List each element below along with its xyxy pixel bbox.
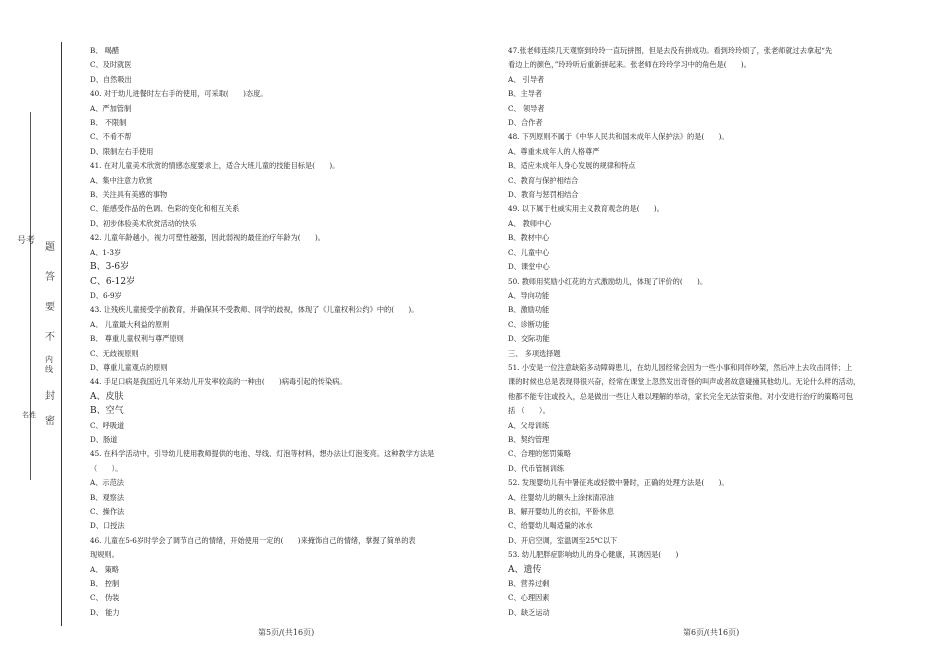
text-line: C、儿童中心 [508, 247, 550, 257]
text-line: A、皮肤 [90, 391, 124, 402]
text-line: C、 领导者 [508, 103, 545, 113]
text-line: B、 尊重儿童权利与尊严原则 [90, 334, 184, 344]
text-line: C、6-12岁 [90, 276, 136, 287]
text-line: B、关注具有美感的事物 [90, 190, 168, 200]
seal-char: 密 [45, 416, 55, 427]
text-line: 46. 儿童在5-6岁时学会了调节自己的情绪，开始使用一定的( )来掩饰自己的情绪，掌握了简单的表 [90, 535, 416, 545]
page-number-right: 第6页/(共16页) [683, 628, 740, 637]
text-line: A、尊重未成年人的人格尊严 [508, 146, 600, 156]
text-line: （ ）。 [90, 463, 123, 473]
text-line: 42. 儿童年龄越小，视力可塑性越强，因此弱视的最佳治疗年龄为( )。 [90, 233, 325, 243]
page-number-left: 第5页/(共16页) [258, 628, 315, 637]
text-line: 三、 多项选择题 [508, 348, 561, 358]
text-line: B、 控制 [90, 579, 120, 589]
text-line: B、3-6岁 [90, 262, 130, 273]
seal-char: 不 [45, 332, 55, 343]
margin-rule [61, 42, 62, 626]
text-line: 课的时候也总是表现得很兴奋，经常在课堂上忽然发出奇怪的叫声或者故意碰撞其他幼儿。无论什么样的活动， [508, 377, 861, 387]
text-line: A、遗传 [508, 564, 542, 575]
text-line: D、课堂中心 [508, 262, 550, 272]
text-line: A、 儿童最大利益的原则 [90, 319, 170, 329]
text-line: D、肠道 [90, 434, 118, 444]
text-line: D、初步体验美术欣赏活动的快乐 [90, 218, 197, 228]
seal-char: 题 [45, 242, 55, 253]
text-line: 45. 在科学活动中，引导幼儿使用教师提供的电池、导线、灯泡等材料，想办法让灯泡变亮。这种教学方法是 [90, 449, 435, 459]
text-line: C、合理的惩罚策略 [508, 449, 572, 459]
text-line: B、 喝醋 [90, 46, 120, 55]
left-column [90, 44, 490, 620]
text-line: D、交际功能 [508, 334, 550, 344]
text-line: A、父母训练 [508, 420, 550, 430]
binding-line [30, 112, 31, 480]
text-line: C、无歧视原则 [90, 348, 139, 358]
text-line: B、教材中心 [508, 233, 550, 243]
seal-char: 封 [45, 391, 55, 402]
text-line: D、合作者 [508, 118, 543, 128]
text-line: D、开启空调，室温调至25℃以下 [508, 535, 618, 545]
text-line: 现规则。 [90, 550, 119, 560]
text-line: 51. 小安是一位注意缺陷多动障碍患儿，在幼儿园经常会因为一些小事和同伴吵架，然后冲上去攻击同伴；上 [508, 362, 853, 372]
seal-char: 线 [45, 365, 53, 374]
text-line: C、教育与保护相结合 [508, 175, 579, 185]
text-line: 53. 幼儿肥胖症影响幼儿的身心健康，其诱因是( ) [508, 550, 679, 560]
text-line: D、尊重儿童观点的原则 [90, 362, 168, 372]
text-line: A、往婴幼儿的额头上涂抹清凉油 [508, 492, 614, 502]
text-line: 50. 教师用奖励小红花的方式激励幼儿，体现了评价的( )。 [508, 276, 708, 286]
text-line: 看边上的颜色，”玲玲听后重新拼起来。张老师在玲玲学习中的角色是( )。 [508, 60, 751, 70]
text-line: D、自然吸出 [90, 74, 132, 84]
text-line: C、及时就医 [90, 60, 132, 70]
text-line: B、适应未成年人身心发展的规律和特点 [508, 161, 636, 171]
text-line: D、限制左右手使用 [90, 146, 154, 156]
text-line: C、不肴不帮 [90, 132, 132, 142]
text-line: D、 能力 [90, 607, 120, 617]
text-line: A、1-3岁 [90, 247, 122, 257]
text-line: C、诊断功能 [508, 319, 550, 329]
text-line: A、 教师中心 [508, 218, 552, 228]
name-label: 名姓 [22, 411, 36, 419]
text-line: D、口授法 [90, 521, 125, 531]
exam-number-label: 号考 [17, 236, 36, 246]
text-line: 括 （ ）。 [508, 406, 550, 416]
text-line: D、教育与惩罚相结合 [508, 190, 579, 200]
seal-char: 要 [45, 302, 55, 313]
text-line: 他都不能专注或投入，总是做出一些让人难以理解的举动，家长完全无法管束他。对小安进行治疗的策略可包 [508, 391, 854, 401]
text-line: 47.张老师连续几天观察到玲玲一直玩拼图，但是去没有拼成功。看到玲玲烦了，张老师就过去拿起“先 [508, 46, 833, 55]
text-line: B、主导者 [508, 89, 543, 99]
text-line: D、6-9岁 [90, 290, 122, 300]
seal-char: 答 [45, 272, 55, 283]
text-line: A、示范法 [90, 478, 124, 488]
text-line: B、 不限制 [90, 118, 127, 128]
text-line: C、操作法 [90, 507, 125, 516]
text-line: C、给婴幼儿喝适量的冰水 [508, 521, 593, 531]
text-line: A、 策略 [90, 564, 120, 574]
text-line: 40. 对于幼儿进餐时左右手的使用，可采取( )态度。 [90, 89, 268, 99]
text-line: A、严加管制 [90, 103, 132, 113]
text-line: 48. 下列原则不属于《中华人民共和国未成年人保护法》的是( )。 [508, 132, 729, 142]
text-line: B、激励功能 [508, 305, 550, 315]
text-line: B、解开婴幼儿的衣扣，平卧休息 [508, 507, 614, 516]
seal-char: 内 [45, 355, 53, 364]
text-line: C、能感受作品的色调、色彩的变化和相互关系 [90, 204, 240, 214]
text-line: D、缺乏运动 [508, 607, 550, 617]
text-line: B、观察法 [90, 492, 125, 502]
text-line: C、心理因素 [508, 593, 550, 603]
right-column [508, 44, 908, 620]
text-line: 44. 手足口病是我国近几年来幼儿开发率较高的一种由( )病毒引起的传染病。 [90, 377, 347, 387]
text-line: A、 引导者 [508, 74, 545, 84]
text-line: C、呼吸道 [90, 420, 125, 430]
text-line: B、空气 [90, 406, 124, 417]
text-line: 52. 发现婴幼儿有中暑征兆或轻微中暑时，正确的处理方法是( )。 [508, 478, 729, 488]
text-line: D、代币管制训练 [508, 463, 565, 473]
text-line: 41. 在对儿童美术欣赏的情感态度要求上，适合大班儿童的技能目标是( )。 [90, 161, 340, 171]
text-line: A、导向功能 [508, 290, 550, 300]
text-line: 49. 以下属于杜威实用主义教育观念的是( )。 [508, 204, 664, 214]
text-line: 43. 让残疾儿童接受学前教育，并确保其不受教师、同学的歧视，体现了《儿童权利公约》中的( )。 [90, 305, 419, 315]
text-line: B、营养过剩 [508, 579, 550, 589]
text-line: C、 伪装 [90, 593, 120, 603]
text-line: A、集中注意力欣赏 [90, 175, 153, 185]
text-line: B、契约管理 [508, 434, 550, 444]
